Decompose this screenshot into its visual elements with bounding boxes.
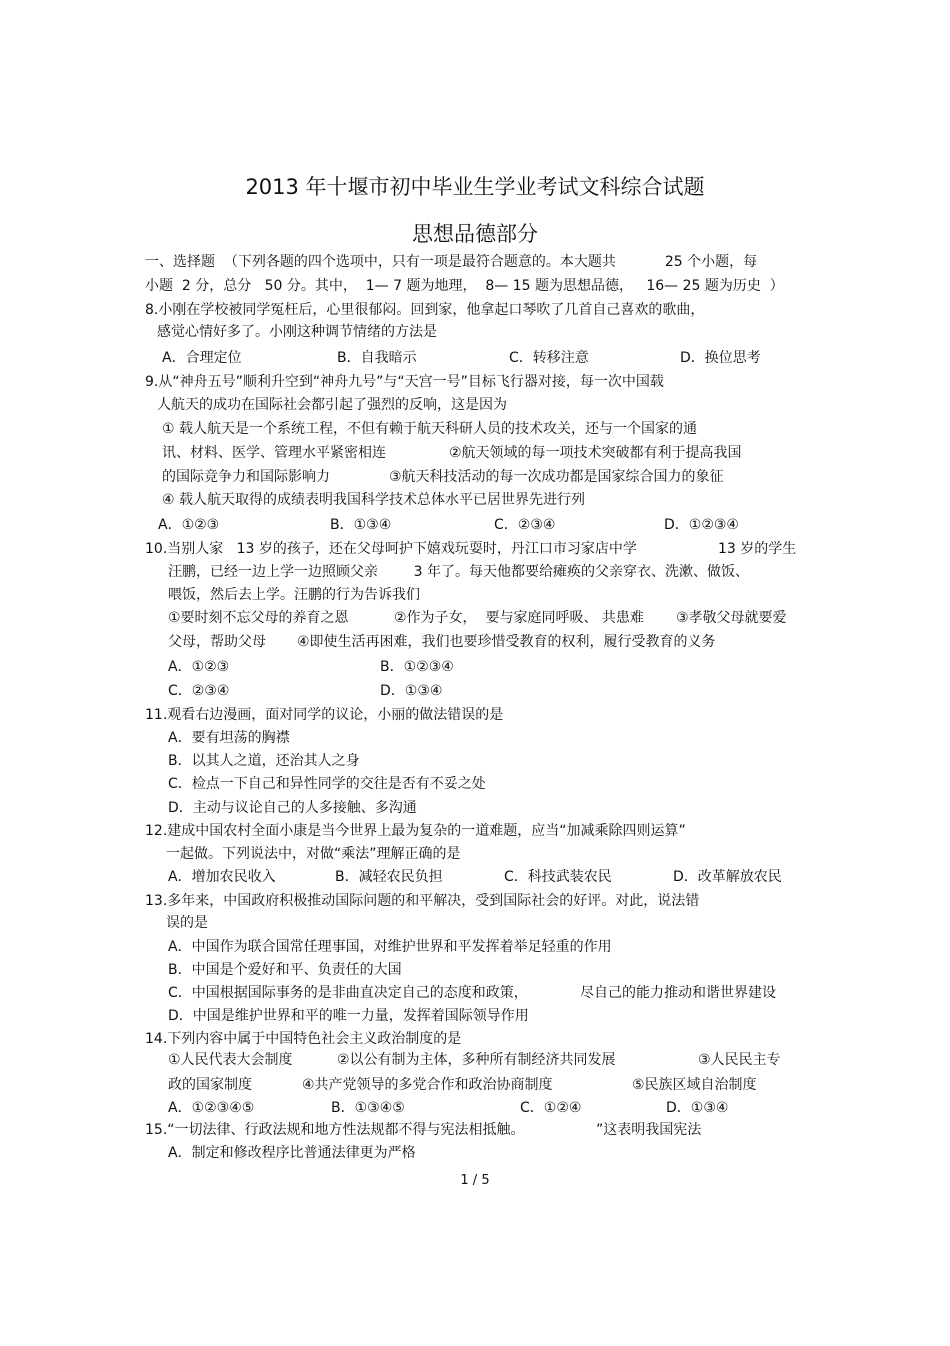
q13-option-d: D．中国是维护世界和平的唯一力量，发挥着国际领导作用 xyxy=(168,1008,529,1024)
q12-stem-2: 一起做。下列说法中，对做“乘法”理解正确的是 xyxy=(166,846,461,862)
q14-item-4: ④共产党领导的多党合作和政治协商制度 xyxy=(302,1077,553,1093)
q12-option-d: D．改革解放农民 xyxy=(673,869,782,885)
q12-option-a: A．增加农民收入 xyxy=(168,869,276,885)
q9-item-2: ②航天领域的每一项技术突破都有利于提高我国 xyxy=(449,445,742,461)
q10-option-d: D．①③④ xyxy=(380,683,443,699)
q14-option-d: D．①③④ xyxy=(666,1100,729,1116)
q10-option-a: A．①②③ xyxy=(168,659,230,675)
instructions-line-2: 小题 2 分，总分 50 分。其中， 1— 7 题为地理， 8— 15 题为思想品德， 16— 25 题为历史 ） xyxy=(145,278,784,294)
q13-option-c: C．中国根据国际事务的是非曲直决定自己的态度和政策， xyxy=(168,985,528,1001)
q14-option-b: B．①③④⑤ xyxy=(331,1100,405,1116)
q14-stem: 14.下列内容中属于中国特色社会主义政治制度的是 xyxy=(145,1031,462,1047)
q9-item-2b: 的国际竞争力和国际影响力 xyxy=(162,469,330,485)
q14-item-1: ①人民代表大会制度 xyxy=(168,1052,293,1068)
q10-item-2: ②作为子女， 要与家庭同呼吸、 共患难 xyxy=(394,610,644,626)
q14-option-c: C．①②④ xyxy=(520,1100,582,1116)
q11-option-a: A．要有坦荡的胸襟 xyxy=(168,730,290,746)
q13-stem-2: 误的是 xyxy=(166,915,208,931)
q9-option-a: A．①②③ xyxy=(158,517,220,533)
q13-option-b: B．中国是个爱好和平、负责任的大国 xyxy=(168,962,402,978)
q9-option-b: B．①③④ xyxy=(330,517,392,533)
q10-item-1: ①要时刻不忘父母的养育之恩 xyxy=(168,610,349,626)
q14-item-2: ②以公有制为主体，多种所有制经济共同发展 xyxy=(337,1052,616,1068)
q10-item-3b: 父母，帮助父母 xyxy=(168,634,266,650)
q10-stem-1: 10.当别人家 13 岁的孩子，还在父母呵护下嬉戏玩耍时，丹江口市习家店中学 xyxy=(145,541,637,557)
q9-item-3: ③航天科技活动的每一次成功都是国家综合国力的象征 xyxy=(389,469,724,485)
q12-option-b: B．减轻农民负担 xyxy=(335,869,443,885)
section-title: 思想品德部分 xyxy=(412,222,538,246)
q11-option-b: B．以其人之道，还治其人之身 xyxy=(168,753,360,769)
q9-stem-1: 9.从“神舟五号”顺利升空到“神舟九号”与“天宫一号”目标飞行器对接，每一次中国载 xyxy=(145,374,664,390)
q11-option-c: C．检点一下自己和异性同学的交往是否有不妥之处 xyxy=(168,776,486,792)
instructions-line-1: 一、选择题 （下列各题的四个选项中，只有一项是最符合题意的。本大题共 25 个小题，每 xyxy=(145,254,758,270)
q8-stem-1: 8.小刚在学校被同学冤枉后，心里很郁闷。回到家，他拿起口琴吹了几首自己喜欢的歌曲， xyxy=(145,302,705,318)
q13-option-a: A．中国作为联合国常任理事国，对维护世界和平发挥着举足轻重的作用 xyxy=(168,939,612,955)
q9-item-1: ① 载人航天是一个系统工程，不但有赖于航天科研人员的技术攻关，还与一个国家的通 xyxy=(162,421,697,437)
q8-option-c: C．转移注意 xyxy=(509,350,589,366)
q14-item-3b: 政的国家制度 xyxy=(168,1077,252,1093)
q8-option-a: A．合理定位 xyxy=(162,350,242,366)
q9-stem-2: 人航天的成功在国际社会都引起了强烈的反响，这是因为 xyxy=(157,397,507,413)
q12-option-c: C．科技武装农民 xyxy=(504,869,612,885)
exam-title: 2013 年十堰市初中毕业生学业考试文科综合试题 xyxy=(245,175,705,199)
q9-item-1b: 讯、材料、医学、管理水平紧密相连 xyxy=(162,445,386,461)
page-number: 1 / 5 xyxy=(460,1173,490,1188)
q10-stem-1b: 13 岁的学生 xyxy=(718,541,797,557)
q12-stem-1: 12.建成中国农村全面小康是当今世界上最为复杂的一道难题，应当“加减乘除四则运算” xyxy=(145,823,686,839)
q8-stem-2: 感觉心情好多了。小刚这种调节情绪的方法是 xyxy=(157,324,437,340)
q10-option-c: C．②③④ xyxy=(168,683,230,699)
q9-item-4: ④ 载人航天取得的成绩表明我国科学技术总体水平已居世界先进行列 xyxy=(162,492,585,508)
q11-stem: 11.观看右边漫画，面对同学的议论，小丽的做法错误的是 xyxy=(145,707,504,723)
q8-option-b: B．自我暗示 xyxy=(337,350,417,366)
q9-option-d: D．①②③④ xyxy=(664,517,739,533)
q10-stem-2: 汪鹏，已经一边上学一边照顾父亲 3 年了。每天他都要给瘫痪的父亲穿衣、洗漱、做饭、 xyxy=(168,564,749,580)
q15-option-a: A．制定和修改程序比普通法律更为严格 xyxy=(168,1145,416,1161)
q13-stem-1: 13.多年来，中国政府积极推动国际问题的和平解决，受到国际社会的好评。对此，说法错 xyxy=(145,893,700,909)
q13-option-c-cont: 尽自己的能力推动和谐世界建设 xyxy=(580,985,776,1001)
q15-stem-1: 15.“一切法律、行政法规和地方性法规都不得与宪法相抵触。 xyxy=(145,1122,525,1138)
q10-option-b: B．①②③④ xyxy=(380,659,454,675)
q11-option-d: D．主动与议论自己的人多接触、多沟通 xyxy=(168,800,417,816)
q14-item-5: ⑤民族区域自治制度 xyxy=(632,1077,757,1093)
q9-option-c: C．②③④ xyxy=(494,517,556,533)
q14-option-a: A．①②③④⑤ xyxy=(168,1100,255,1116)
q8-option-d: D．换位思考 xyxy=(680,350,761,366)
q14-item-3: ③人民民主专 xyxy=(698,1052,781,1068)
q10-item-4: ④即使生活再困难，我们也要珍惜受教育的权利，履行受教育的义务 xyxy=(297,634,716,650)
q10-stem-3: 喂饭，然后去上学。汪鹏的行为告诉我们 xyxy=(168,587,420,603)
q15-stem-1b: ”这表明我国宪法 xyxy=(596,1122,702,1138)
q10-item-3: ③孝敬父母就要爱 xyxy=(676,610,787,626)
